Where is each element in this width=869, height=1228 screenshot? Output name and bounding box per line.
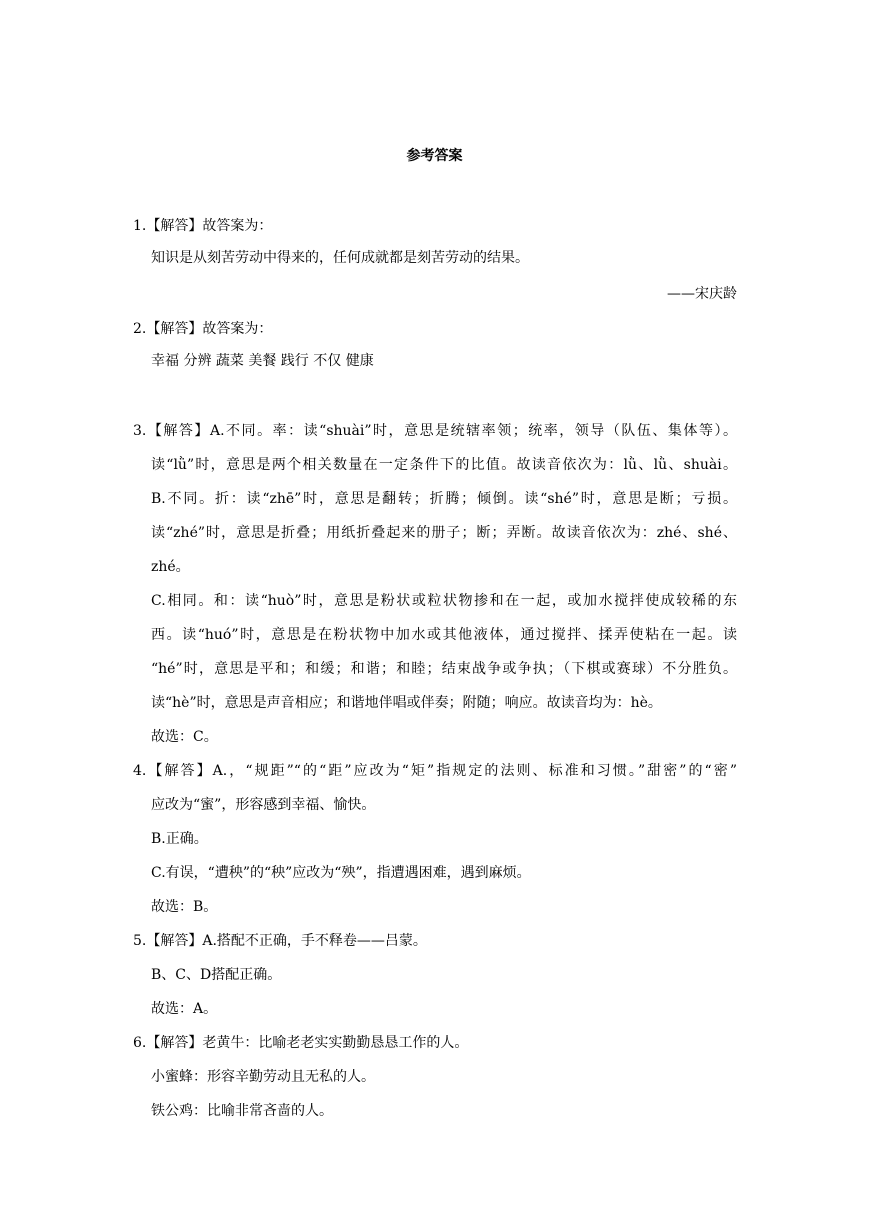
answer-2-words: 幸福 分辨 蔬菜 美餐 践行 不仅 健康 (151, 353, 374, 369)
answer-3-line: C.相同。和：读“huò”时，意思是粉状或粒状物掺和在一起，或加水搅拌使成较稀的东 (151, 593, 737, 609)
answer-3-line: zhé。 (151, 559, 190, 575)
answer-3-line: 3.【解答】A.不同。率：读“shuài”时，意思是统辖率领；统率，领导（队伍、集体等）。 (133, 423, 737, 439)
answer-2-head: 2.【解答】故答案为： (133, 321, 273, 337)
answer-4-line: 应改为“蜜”，形容感到幸福、愉快。 (151, 797, 376, 813)
answer-3-line: “hé”时，意思是平和；和缓；和谐；和睦；结束战争或争执；（下棋或赛球）不分胜负。 (151, 661, 737, 677)
answer-3-line: 故选：C。 (151, 729, 218, 745)
answer-5-line: B、C、D搭配正确。 (151, 967, 282, 983)
answer-4-line: C.有误，“遭秧”的“秧”应改为“殃”，指遭遇困难，遇到麻烦。 (151, 865, 531, 881)
answer-4-line: B.正确。 (151, 831, 208, 847)
answer-3-line: 读“hè”时，意思是声音相应；和谐地伴唱或伴奏；附随；响应。故读音均为：hè。 (151, 695, 662, 711)
answer-1-author: ——宋庆龄 (667, 286, 737, 302)
answer-6-line: 小蜜蜂：形容辛勤劳动且无私的人。 (151, 1069, 375, 1085)
page-title: 参考答案 (406, 148, 463, 164)
answer-5-line: 5.【解答】A.搭配不正确，手不释卷——吕蒙。 (133, 933, 427, 949)
answer-6-line: 6.【解答】老黄牛：比喻老老实实勤勤恳恳工作的人。 (133, 1035, 469, 1051)
answer-6-line: 铁公鸡：比喻非常吝啬的人。 (151, 1103, 333, 1119)
answer-3-line: 读“zhé”时，意思是折叠；用纸折叠起来的册子；断；弄断。故读音依次为：zhé、shé、 (151, 525, 737, 541)
answer-5-line: 故选：A。 (151, 1001, 218, 1017)
answer-3-line: 西。读“huó”时，意思是在粉状物中加水或其他液体，通过搅拌、揉弄使粘在一起。读 (151, 627, 737, 643)
answer-1-quote: 知识是从刻苦劳动中得来的，任何成就都是刻苦劳动的结果。 (151, 250, 529, 266)
answer-3-line: 读“lǜ”时，意思是两个相关数量在一定条件下的比值。故读音依次为：lǜ、lǜ、shuài。 (151, 457, 737, 473)
answer-4-line: 故选：B。 (151, 899, 218, 915)
answer-4-line: 4.【解答】A.，“规距”“的“距”应改为“矩”指规定的法则、标准和习惯。”甜密”的“密” (133, 763, 737, 779)
answer-3-line: B.不同。折：读“zhē”时，意思是翻转；折腾；倾倒。读“shé”时，意思是断；亏损。 (151, 491, 737, 507)
answer-1-head: 1.【解答】故答案为： (133, 218, 273, 234)
